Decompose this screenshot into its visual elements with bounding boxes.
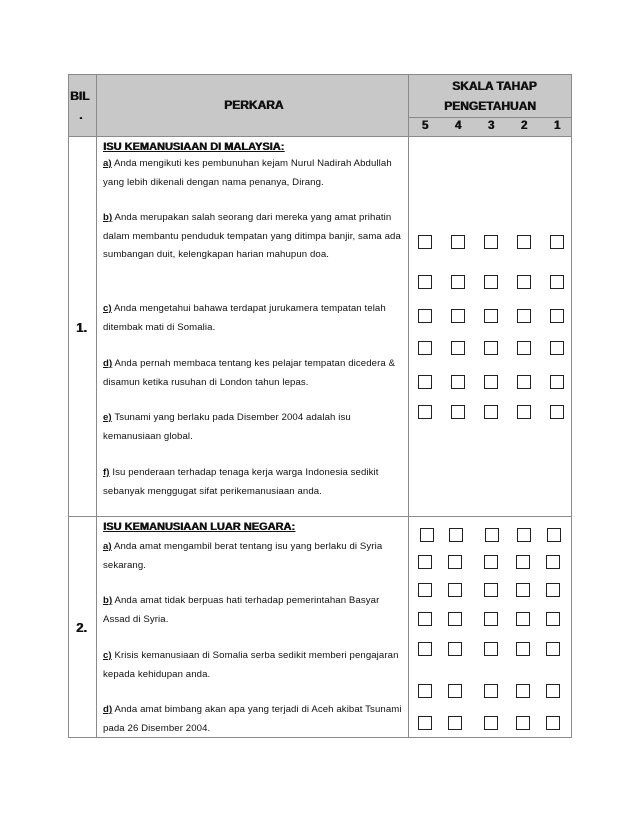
rating-checkbox-4[interactable] (448, 716, 462, 730)
list-item (103, 592, 405, 629)
item-label: b) (103, 595, 113, 606)
item-text: Anda amat tidak berpuas hati terhadap pemerintahan Basyar Assad di Syria. (103, 595, 380, 625)
rating-checkbox-5[interactable] (418, 716, 432, 730)
item-label: b) (103, 212, 113, 223)
bil-column-line (96, 74, 97, 738)
rating-checkbox-3[interactable] (484, 684, 498, 698)
perkara-column-line (408, 74, 409, 738)
rating-checkbox-4[interactable] (451, 309, 465, 323)
item-label: a) (103, 158, 112, 169)
item-text: Anda mengikuti kes pembunuhan kejam Nurul Nadirah Abdullah yang lebih dikenali dengan nama penanya, Dirang. (103, 158, 392, 188)
rating-checkbox-2[interactable] (517, 309, 531, 323)
rating-checkbox-2[interactable] (517, 275, 531, 289)
list-item (103, 701, 405, 738)
list-item (103, 155, 405, 192)
rating-checkbox-3[interactable] (484, 275, 498, 289)
rating-checkbox-4[interactable] (448, 642, 462, 656)
rating-checkbox-5[interactable] (418, 375, 432, 389)
header-skala-line2: PENGETAHUAN (444, 99, 536, 113)
header-bil-label: BIL (70, 89, 90, 103)
item-text: Anda amat bimbang akan apa yang terjadi di Aceh akibat Tsunami pada 26 Disember 2004. (103, 704, 402, 734)
rating-checkbox-5[interactable] (418, 405, 432, 419)
item-text: Anda mengetahui bahawa terdapat jurukamera tempatan telah ditembak mati di Somalia. (103, 303, 386, 333)
scale-4: 4 (454, 120, 462, 132)
rating-checkbox-1[interactable] (546, 555, 560, 569)
rating-checkbox-3[interactable] (484, 555, 498, 569)
rating-checkbox-3[interactable] (484, 583, 498, 597)
rating-checkbox-1[interactable] (546, 684, 560, 698)
section-title: ISU KEMANUSIAAN DI MALAYSIA: (103, 141, 285, 153)
skala-divider-line (408, 117, 572, 118)
rating-checkbox-1[interactable] (546, 716, 560, 730)
rating-checkbox-2[interactable] (517, 341, 531, 355)
rating-checkbox-1[interactable] (550, 375, 564, 389)
rating-checkbox-5[interactable] (418, 642, 432, 656)
rating-checkbox-1[interactable] (550, 235, 564, 249)
rating-checkbox-1[interactable] (546, 583, 560, 597)
item-label: c) (103, 303, 112, 314)
section-divider-line (68, 516, 572, 517)
item-text: Tsunami yang berlaku pada Disember 2004 adalah isu kemanusiaan global. (103, 412, 351, 442)
item-label: a) (103, 541, 112, 552)
rating-checkbox-2[interactable] (516, 583, 530, 597)
rating-checkbox-3[interactable] (485, 528, 499, 542)
item-text: Anda merupakan salah seorang dari mereka yang amat prihatin dalam membantu penduduk tempatan yang ditimpa banjir, sama ada sumbangan duit, kelengkapan harian mahupun doa. (103, 212, 401, 260)
rating-checkbox-2[interactable] (517, 235, 531, 249)
rating-checkbox-5[interactable] (420, 528, 434, 542)
rating-checkbox-5[interactable] (418, 612, 432, 626)
rating-checkbox-3[interactable] (484, 642, 498, 656)
list-item (103, 300, 405, 337)
item-text: Anda amat mengambil berat tentang isu yang berlaku di Syria sekarang. (103, 541, 383, 571)
rating-checkbox-2[interactable] (516, 684, 530, 698)
rating-checkbox-4[interactable] (451, 405, 465, 419)
header-bottom-line (68, 136, 572, 137)
rating-checkbox-5[interactable] (418, 341, 432, 355)
item-label: d) (103, 358, 113, 369)
header-skala-line1: SKALA TAHAP (452, 79, 537, 93)
item-label: e) (103, 412, 112, 423)
item-text: Krisis kemanusiaan di Somalia serba sedikit memberi pengajaran kepada kehidupan anda. (103, 650, 399, 680)
scale-3: 3 (487, 120, 495, 132)
rating-checkbox-3[interactable] (484, 405, 498, 419)
list-item (103, 647, 405, 684)
rating-checkbox-4[interactable] (449, 528, 463, 542)
rating-checkbox-1[interactable] (547, 528, 561, 542)
list-item (103, 409, 405, 446)
item-label: d) (103, 704, 113, 715)
list-item (103, 209, 405, 265)
rating-checkbox-4[interactable] (451, 375, 465, 389)
rating-checkbox-2[interactable] (517, 405, 531, 419)
rating-checkbox-3[interactable] (484, 375, 498, 389)
item-label: c) (103, 650, 112, 661)
rating-checkbox-4[interactable] (448, 684, 462, 698)
rating-checkbox-5[interactable] (418, 235, 432, 249)
rating-checkbox-3[interactable] (484, 716, 498, 730)
rating-checkbox-2[interactable] (516, 555, 530, 569)
section-number: 2. (76, 620, 87, 635)
rating-checkbox-3[interactable] (484, 341, 498, 355)
rating-checkbox-5[interactable] (418, 583, 432, 597)
header-perkara-label: PERKARA (224, 98, 284, 112)
scale-2: 2 (520, 120, 528, 132)
list-item (103, 464, 405, 501)
rating-checkbox-2[interactable] (516, 642, 530, 656)
header-bil-dot: . (79, 108, 83, 122)
rating-checkbox-4[interactable] (448, 612, 462, 626)
list-item (103, 538, 405, 575)
rating-checkbox-3[interactable] (484, 309, 498, 323)
section-title: ISU KEMANUSIAAN LUAR NEGARA: (103, 521, 295, 533)
rating-checkbox-2[interactable] (517, 375, 531, 389)
item-text: Isu penderaan terhadap tenaga kerja warga Indonesia sedikit sebanyak menggugat sifat perikemanusiaan anda. (103, 467, 379, 497)
scale-1: 1 (553, 120, 561, 132)
rating-checkbox-1[interactable] (550, 275, 564, 289)
rating-checkbox-1[interactable] (546, 642, 560, 656)
rating-checkbox-4[interactable] (451, 235, 465, 249)
header-bil-cell (69, 75, 96, 136)
rating-checkbox-2[interactable] (517, 528, 531, 542)
rating-checkbox-4[interactable] (448, 583, 462, 597)
rating-checkbox-2[interactable] (516, 716, 530, 730)
section-number: 1. (76, 320, 87, 335)
item-label: f) (103, 467, 110, 478)
list-item (103, 355, 405, 392)
rating-checkbox-1[interactable] (546, 612, 560, 626)
rating-checkbox-1[interactable] (550, 341, 564, 355)
rating-checkbox-4[interactable] (448, 555, 462, 569)
rating-checkbox-5[interactable] (418, 684, 432, 698)
rating-checkbox-2[interactable] (516, 612, 530, 626)
rating-checkbox-5[interactable] (418, 555, 432, 569)
rating-checkbox-4[interactable] (451, 275, 465, 289)
rating-checkbox-5[interactable] (418, 275, 432, 289)
rating-checkbox-1[interactable] (550, 309, 564, 323)
rating-checkbox-4[interactable] (451, 341, 465, 355)
rating-checkbox-3[interactable] (484, 235, 498, 249)
rating-checkbox-1[interactable] (550, 405, 564, 419)
rating-checkbox-5[interactable] (418, 309, 432, 323)
rating-checkbox-3[interactable] (484, 612, 498, 626)
scale-5: 5 (421, 120, 429, 132)
item-text: Anda pernah membaca tentang kes pelajar tempatan dicedera & disamun ketika rusuhan di London tahun lepas. (103, 358, 396, 388)
